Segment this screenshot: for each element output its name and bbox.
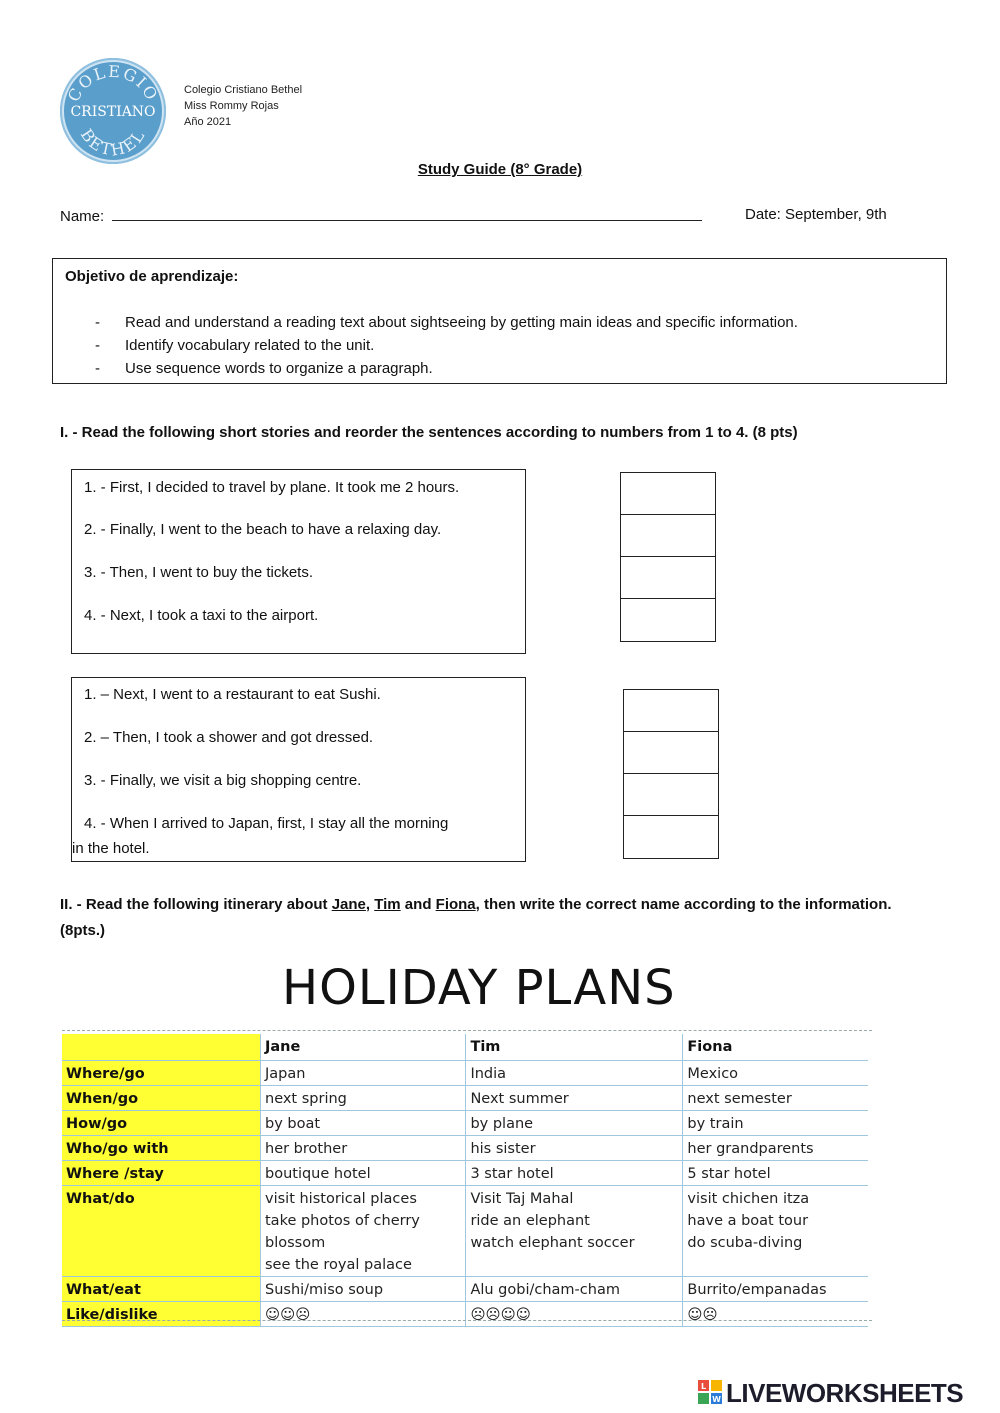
cell-tim: India bbox=[466, 1061, 683, 1086]
row-key: Where /stay bbox=[62, 1161, 261, 1186]
story2-sentence: 2. – Then, I took a shower and got dressed. bbox=[84, 729, 374, 746]
page-title: Study Guide (8° Grade) bbox=[417, 161, 583, 178]
activity-line: visit chichen itza bbox=[687, 1191, 810, 1207]
table-header-row bbox=[62, 1034, 868, 1061]
row-key: Where/go bbox=[62, 1061, 261, 1086]
name-input-line[interactable] bbox=[112, 206, 702, 221]
cell-tim-faces-icon: ☹☹☺☺ bbox=[466, 1302, 683, 1327]
row-key: What/eat bbox=[62, 1277, 261, 1302]
section2-outro: , then write the correct name according to the information. (8pts.) bbox=[60, 896, 892, 939]
activity-line: blossom bbox=[265, 1235, 326, 1251]
answer-box[interactable] bbox=[621, 473, 715, 515]
section2-heading bbox=[60, 892, 920, 944]
table-row bbox=[62, 1302, 868, 1327]
cell-jane: by boat bbox=[261, 1111, 466, 1136]
school-year: Año 2021 bbox=[184, 116, 232, 128]
answer-box[interactable] bbox=[624, 732, 718, 774]
objective-title: Objetivo de aprendizaje: bbox=[65, 268, 239, 285]
answer-box[interactable] bbox=[621, 515, 715, 557]
name-field bbox=[60, 206, 702, 225]
cell-fiona: Mexico bbox=[683, 1061, 868, 1086]
table-row bbox=[62, 1277, 868, 1302]
objective-bullet: - bbox=[95, 314, 100, 331]
cell-fiona: next semester bbox=[683, 1086, 868, 1111]
section2-sep: , bbox=[365, 896, 375, 913]
section2-sep: and bbox=[400, 896, 436, 913]
section2-intro: II. - Read the following itinerary about bbox=[60, 896, 332, 913]
table-row bbox=[62, 1061, 868, 1086]
story2-answer-boxes bbox=[623, 689, 719, 859]
objective-box bbox=[52, 258, 947, 384]
objective-item bbox=[95, 357, 798, 380]
story1-sentence: 2. - Finally, I went to the beach to have a relaxing day. bbox=[84, 521, 442, 538]
column-header-jane: Jane bbox=[261, 1034, 466, 1061]
objective-bullet: - bbox=[95, 360, 100, 377]
objective-item-text: Read and understand a reading text about sightseeing by getting main ideas and specific information. bbox=[125, 314, 798, 331]
cell-jane bbox=[261, 1186, 466, 1277]
cell-tim bbox=[466, 1186, 683, 1277]
section2-name-tim: Tim bbox=[374, 896, 401, 913]
liveworksheets-brand: LIVEWORKSHEETS bbox=[726, 1378, 964, 1408]
activity-line: see the royal palace bbox=[265, 1257, 412, 1273]
cell-fiona: Burrito/empanadas bbox=[683, 1277, 868, 1302]
story1-sentence: 3. - Then, I went to buy the tickets. bbox=[84, 564, 314, 581]
story2-sentence: 1. – Next, I went to a restaurant to eat Sushi. bbox=[84, 686, 381, 703]
objective-list bbox=[95, 311, 798, 380]
table-row bbox=[62, 1136, 868, 1161]
name-label: Name: bbox=[60, 208, 105, 225]
school-logo-graphic bbox=[60, 58, 166, 164]
objective-item bbox=[95, 311, 798, 334]
section1-heading: I. - Read the following short stories and reorder the sentences according to numbers from 1 to 4. (8 pts) bbox=[60, 424, 798, 441]
school-logo bbox=[60, 58, 166, 164]
story2-sentence: in the hotel. bbox=[72, 840, 150, 857]
teacher-name: Miss Rommy Rojas bbox=[184, 100, 279, 112]
logo-middle-text: CRISTIANO bbox=[70, 104, 156, 120]
story1-sentence: 4. - Next, I took a taxi to the airport. bbox=[84, 607, 319, 624]
table-bottom-edge bbox=[62, 1320, 872, 1321]
table-row bbox=[62, 1086, 868, 1111]
story2-box bbox=[71, 677, 526, 862]
table-row bbox=[62, 1186, 868, 1277]
cell-jane-faces-icon: ☺☺☹ bbox=[261, 1302, 466, 1327]
cell-tim: Alu gobi/cham-cham bbox=[466, 1277, 683, 1302]
svg-text:COLEGIO bbox=[64, 62, 162, 105]
logo-top-text: COLEGIO bbox=[63, 61, 163, 105]
cell-tim: 3 star hotel bbox=[466, 1161, 683, 1186]
school-info bbox=[184, 82, 302, 130]
cell-fiona-faces-icon: ☺☹ bbox=[683, 1302, 868, 1327]
row-key: How/go bbox=[62, 1111, 261, 1136]
cell-jane: her brother bbox=[261, 1136, 466, 1161]
activity-line: have a boat tour bbox=[687, 1213, 809, 1229]
activity-line: do scuba-diving bbox=[687, 1235, 803, 1251]
column-header-fiona: Fiona bbox=[683, 1034, 868, 1061]
cell-jane: Sushi/miso soup bbox=[261, 1277, 466, 1302]
school-name: Colegio Cristiano Bethel bbox=[184, 84, 303, 96]
cell-fiona: by train bbox=[683, 1111, 868, 1136]
story1-sentence: 1. - First, I decided to travel by plane. It took me 2 hours. bbox=[84, 479, 460, 496]
cell-tim: his sister bbox=[466, 1136, 683, 1161]
cell-tim: Next summer bbox=[466, 1086, 683, 1111]
row-key: What/do bbox=[62, 1186, 261, 1277]
activity-line: Visit Taj Mahal bbox=[470, 1191, 574, 1207]
story2-sentence: 4. - When I arrived to Japan, first, I stay all the morning bbox=[84, 815, 449, 832]
mark-letter: L bbox=[700, 1382, 707, 1391]
answer-box[interactable] bbox=[624, 690, 718, 732]
answer-box[interactable] bbox=[621, 557, 715, 599]
table-top-edge bbox=[62, 1030, 872, 1031]
story1-answer-boxes bbox=[620, 472, 716, 642]
objective-bullet: - bbox=[95, 337, 100, 354]
cell-jane: Japan bbox=[261, 1061, 466, 1086]
cell-jane: boutique hotel bbox=[261, 1161, 466, 1186]
objective-item-text: Identify vocabulary related to the unit. bbox=[125, 337, 375, 354]
date-label: Date: September, 9th bbox=[745, 206, 887, 223]
row-key: When/go bbox=[62, 1086, 261, 1111]
cell-fiona: her grandparents bbox=[683, 1136, 868, 1161]
cell-fiona bbox=[683, 1186, 868, 1277]
cell-fiona: 5 star hotel bbox=[683, 1161, 868, 1186]
liveworksheets-mark-icon bbox=[698, 1380, 722, 1404]
column-header-tim: Tim bbox=[466, 1034, 683, 1061]
activity-line: watch elephant soccer bbox=[470, 1235, 635, 1251]
activity-line: visit historical places bbox=[265, 1191, 417, 1207]
objective-item-text: Use sequence words to organize a paragraph. bbox=[125, 360, 433, 377]
section2-name-fiona: Fiona bbox=[435, 896, 476, 913]
cell-jane: next spring bbox=[261, 1086, 466, 1111]
holiday-plans-title: HOLIDAY PLANS bbox=[282, 960, 676, 1016]
answer-box[interactable] bbox=[624, 816, 718, 858]
cell-tim: by plane bbox=[466, 1111, 683, 1136]
section2-name-jane: Jane bbox=[331, 896, 366, 913]
activity-line: ride an elephant bbox=[470, 1213, 590, 1229]
holiday-plans-table bbox=[62, 1034, 868, 1327]
table-row bbox=[62, 1161, 868, 1186]
row-key: Like/dislike bbox=[62, 1302, 261, 1327]
activity-line: take photos of cherry bbox=[265, 1213, 420, 1229]
answer-box[interactable] bbox=[621, 599, 715, 641]
row-key: Who/go with bbox=[62, 1136, 261, 1161]
answer-box[interactable] bbox=[624, 774, 718, 816]
logo-bottom-text: BETHEL bbox=[76, 125, 150, 160]
story1-box bbox=[71, 469, 526, 654]
table-corner-cell bbox=[62, 1034, 261, 1061]
objective-item bbox=[95, 334, 798, 357]
mark-letter: W bbox=[712, 1395, 721, 1404]
story2-sentence: 3. - Finally, we visit a big shopping centre. bbox=[84, 772, 362, 789]
table-row bbox=[62, 1111, 868, 1136]
